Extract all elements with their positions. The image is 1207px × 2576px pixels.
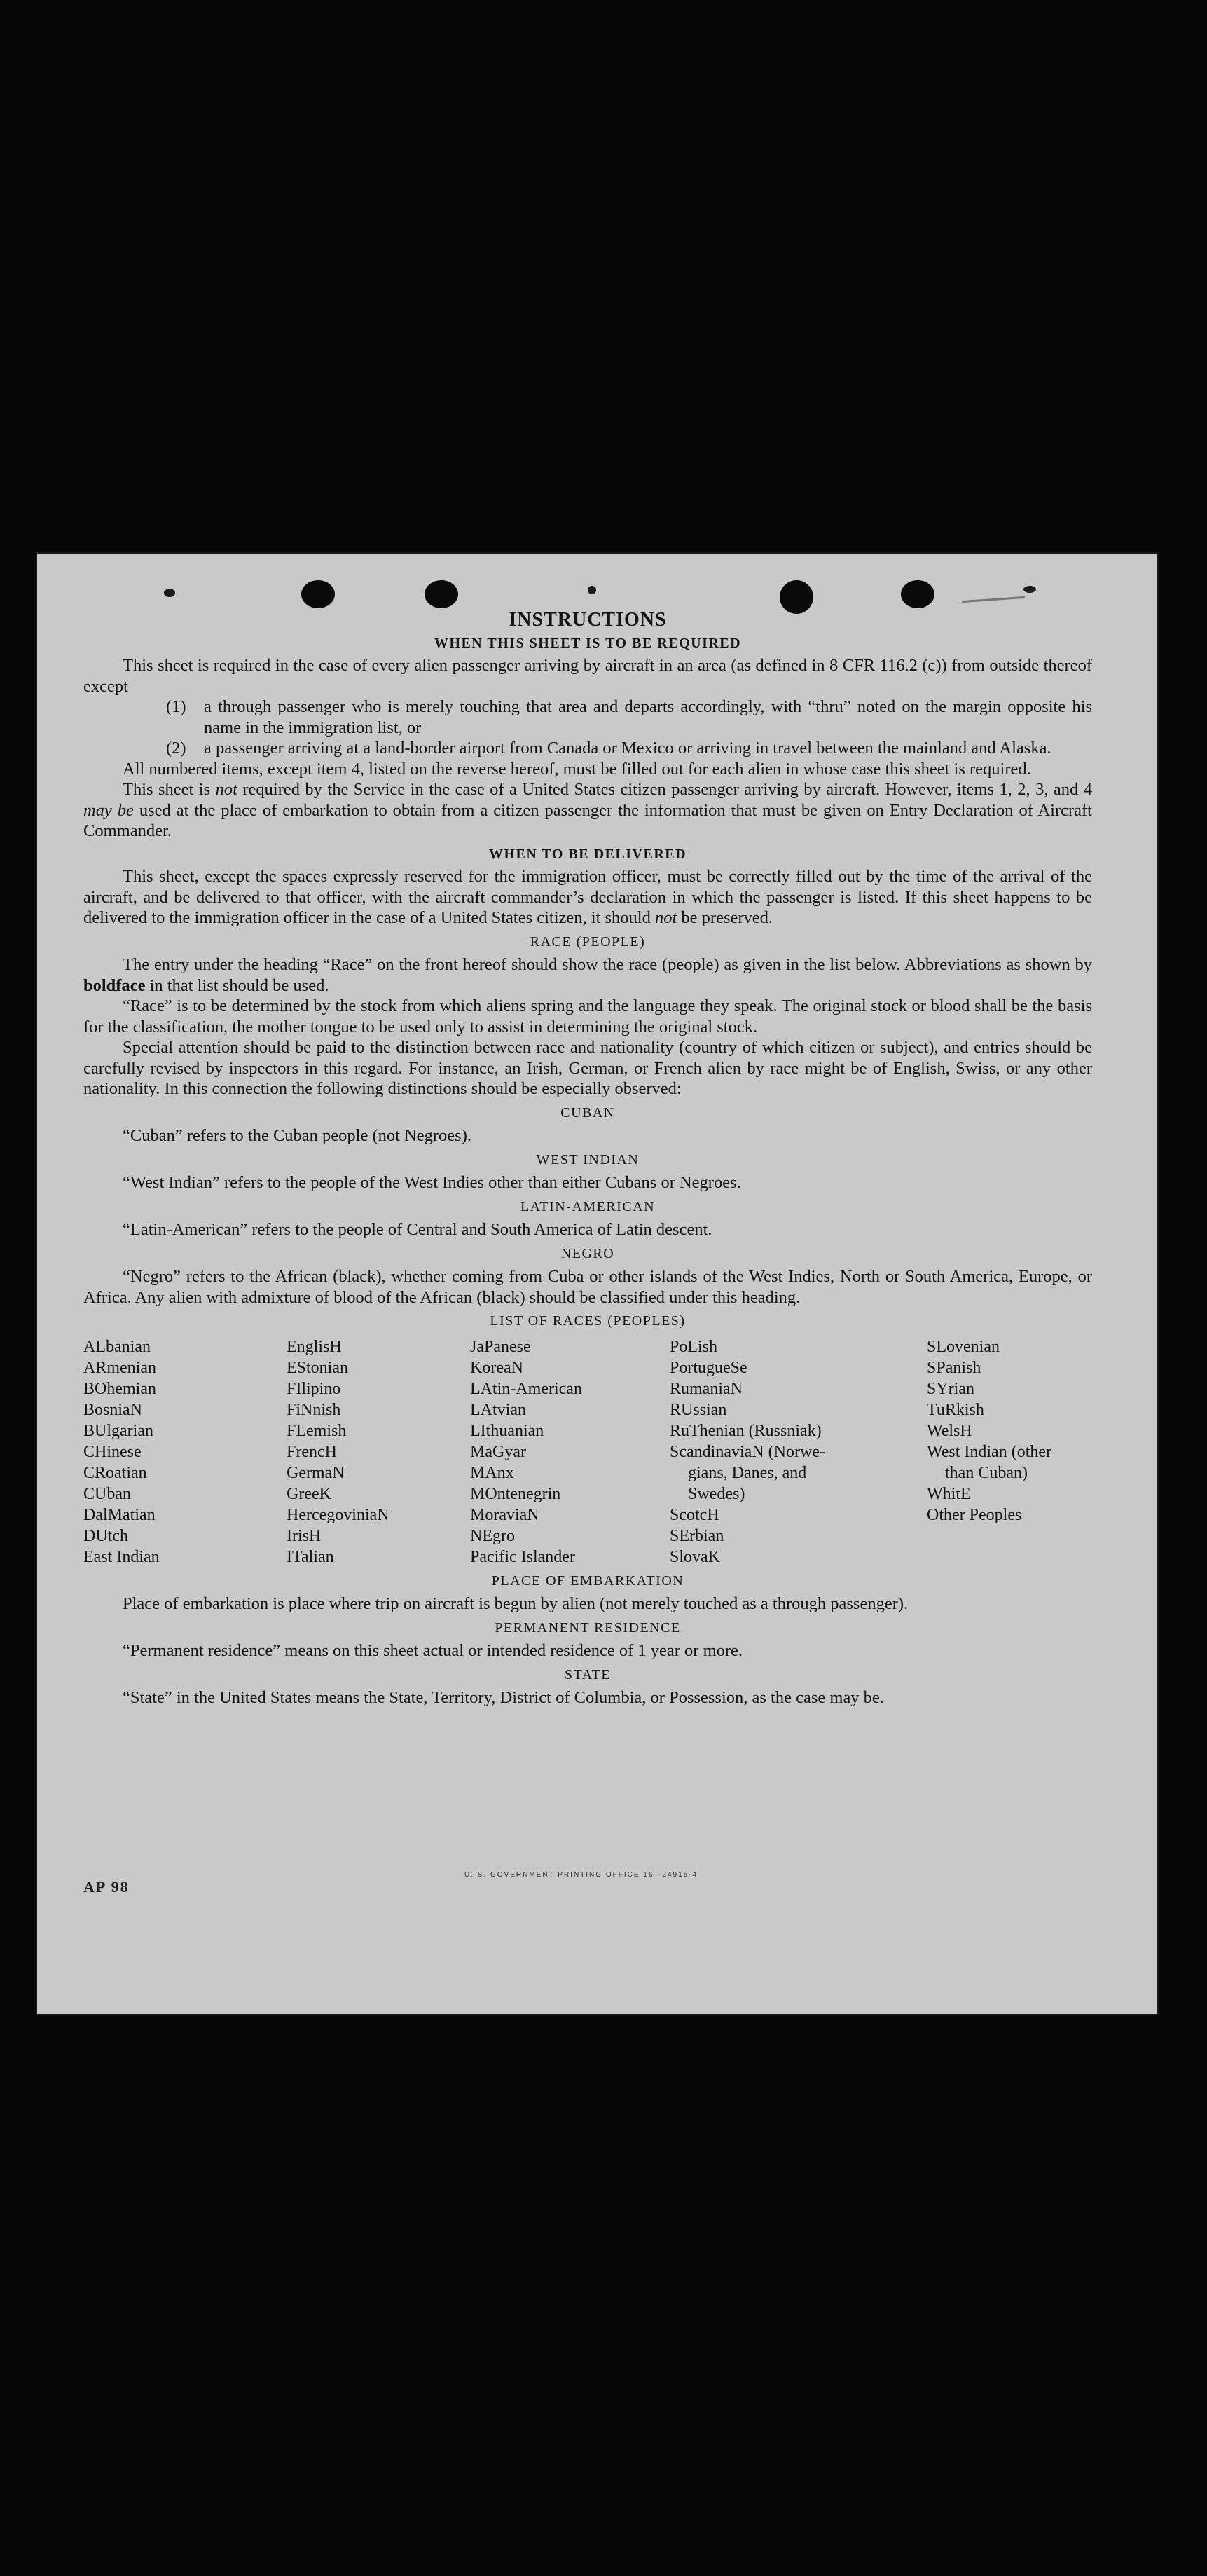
emphasis: not xyxy=(215,780,237,799)
item-number: (2) xyxy=(166,739,186,758)
heading-required: WHEN THIS SHEET IS TO BE REQUIRED xyxy=(434,635,742,651)
paragraph-not-required xyxy=(83,779,1092,842)
punch-hole xyxy=(901,580,934,608)
printing-office-line: U. S. GOVERNMENT PRINTING OFFICE 16—24915-4 xyxy=(464,1871,698,1879)
race-entry: Other Peoples xyxy=(927,1505,1022,1524)
race-entry: EStonian xyxy=(287,1358,348,1377)
race-entry: SLovenian xyxy=(927,1337,1000,1356)
heading-latin-american: LATIN-AMERICAN xyxy=(520,1198,656,1214)
race-entry: CRoatian xyxy=(83,1463,147,1482)
race-entry: DalMatian xyxy=(83,1505,156,1524)
text-run: in that list should be used. xyxy=(145,975,329,995)
race-entry: MAnx xyxy=(470,1463,514,1482)
race-entry: PortugueSe xyxy=(670,1358,747,1377)
punch-hole xyxy=(425,580,458,608)
race-entry: FIlipino xyxy=(287,1379,341,1398)
item-text: a passenger arriving at a land-border airport from Canada or Mexico or arriving in travel between the mainland and Alaska. xyxy=(204,739,1051,758)
race-entry: Pacific Islander xyxy=(470,1547,575,1566)
race-entry: Swedes) xyxy=(688,1484,745,1503)
race-entry: JaPanese xyxy=(470,1337,531,1356)
race-entry: BOhemian xyxy=(83,1379,156,1398)
race-entry: HercegoviniaN xyxy=(287,1505,389,1524)
race-entry: FiNnish xyxy=(287,1400,341,1419)
scan-mark xyxy=(962,596,1025,603)
heading-west-indian: WEST INDIAN xyxy=(536,1151,640,1167)
heading-cuban: CUBAN xyxy=(560,1104,615,1121)
item-text: a through passenger who is merely touching that area and departs accordingly, with “thru” noted on the margin opposite his name in the immigration list, or xyxy=(204,697,1092,737)
race-entry: SlovaK xyxy=(670,1547,720,1566)
text-run: This sheet, except the spaces expressly reserved for the immigration officer, must be correctly filled out by the time of the arrival of the aircraft, and be delivered to that officer, with the aircraft commander’s declaration in which the passenger is listed. If this sheet happens to be delivered to the immigration officer in the case of a United States citizen, it should xyxy=(83,867,1092,927)
heading-race: RACE (PEOPLE) xyxy=(530,933,646,950)
race-entry: SPanish xyxy=(927,1358,981,1377)
instructions-body xyxy=(83,610,1092,1708)
race-entry: IrisH xyxy=(287,1526,322,1545)
race-entry: TuRkish xyxy=(927,1400,984,1419)
race-entry: DUtch xyxy=(83,1526,128,1545)
paragraph-race-3: Special attention should be paid to the distinction between race and nationality (country of which citizen or subject), and entries should be carefully revised by inspectors in this regard. For instance, an Irish, German, or French alien by race might be of English, Swiss, or any other nationality. In this connection the following distinctions should be especially observed: xyxy=(83,1038,1092,1098)
paragraph-race-1 xyxy=(83,954,1092,996)
race-entry: RuThenian (Russniak) xyxy=(670,1421,822,1440)
paragraph-delivered xyxy=(83,866,1092,929)
race-entry: ALbanian xyxy=(83,1337,151,1356)
punch-hole xyxy=(301,580,335,608)
race-entry: WelsH xyxy=(927,1421,972,1440)
heading-permanent-residence: PERMANENT RESIDENCE xyxy=(495,1619,681,1636)
bold-word: boldface xyxy=(83,975,146,995)
race-entry: CHinese xyxy=(83,1442,142,1461)
race-entry: SErbian xyxy=(670,1526,724,1545)
text-run: used at the place of embarkation to obtain from a citizen passenger the information that must be given on Entry Declaration of Aircraft Commander. xyxy=(83,800,1092,840)
paragraph-embarkation: Place of embarkation is place where trip on aircraft is begun by alien (not merely touched as a through passenger). xyxy=(123,1594,909,1613)
race-entry: WhitE xyxy=(927,1484,971,1503)
heading-embarkation: PLACE OF EMBARKATION xyxy=(491,1573,684,1589)
paragraph-negro: “Negro” refers to the African (black), whether coming from Cuba or other islands of the West Indies, North or South America, Europe, or Africa. Any alien with admixture of blood of the African (black) should be classified under this heading. xyxy=(83,1267,1092,1307)
race-entry: KoreaN xyxy=(470,1358,523,1377)
race-entry: ScandinaviaN (Norwe- xyxy=(670,1442,825,1461)
race-entry: ITalian xyxy=(287,1547,334,1566)
page-title: INSTRUCTIONS xyxy=(509,609,667,631)
paragraph-race-2: “Race” is to be determined by the stock from which aliens spring and the language they speak. The original stock or blood shall be the basis for the classification, the mother tongue to be used only to assist in determining the original stock. xyxy=(83,996,1092,1036)
scan-speck xyxy=(588,586,596,594)
text-run: be preserved. xyxy=(677,908,773,927)
paragraph-west-indian: “West Indian” refers to the people of the West Indies other than either Cubans or Negroes. xyxy=(123,1173,741,1192)
race-entry: PoLish xyxy=(670,1337,718,1356)
race-entry: ScotcH xyxy=(670,1505,719,1524)
heading-state: STATE xyxy=(565,1666,611,1683)
race-column-5 xyxy=(927,1336,1092,1568)
exception-item-1 xyxy=(166,697,1092,738)
text-run: The entry under the heading “Race” on the front hereof should show the race (people) as given in the list below. Abbreviations as shown by xyxy=(123,955,1092,974)
race-entry: East Indian xyxy=(83,1547,160,1566)
race-entry: BosniaN xyxy=(83,1400,142,1419)
race-entry: SYrian xyxy=(927,1379,974,1398)
race-column-2 xyxy=(287,1336,470,1568)
race-entry: RumaniaN xyxy=(670,1379,743,1398)
emphasis: may be xyxy=(83,800,134,820)
paragraph-cuban: “Cuban” refers to the Cuban people (not Negroes). xyxy=(123,1126,471,1145)
race-entry: RUssian xyxy=(670,1400,727,1419)
form-number: AP 98 xyxy=(83,1878,130,1896)
paragraph-numbered-items: All numbered items, except item 4, listed on the reverse hereof, must be filled out for each alien in whose case this sheet is required. xyxy=(123,759,1031,779)
race-entry: MaGyar xyxy=(470,1442,526,1461)
race-entry: LIthuanian xyxy=(470,1421,544,1440)
paragraph-permanent-residence: “Permanent residence” means on this sheet actual or intended residence of 1 year or more. xyxy=(123,1641,743,1660)
text-run: This sheet is xyxy=(123,780,216,799)
race-entry: gians, Danes, and xyxy=(688,1463,807,1482)
race-entry: ARmenian xyxy=(83,1358,156,1377)
race-entry: FrencH xyxy=(287,1442,337,1461)
race-entry: MoraviaN xyxy=(470,1505,539,1524)
race-entry: West Indian (other xyxy=(927,1442,1052,1461)
race-column-1 xyxy=(83,1336,287,1568)
race-entry: EnglisH xyxy=(287,1337,342,1356)
race-list xyxy=(83,1336,1092,1568)
race-entry: GermaN xyxy=(287,1463,345,1482)
race-entry: BUlgarian xyxy=(83,1421,153,1440)
scan-speck xyxy=(164,589,175,597)
race-entry: CUban xyxy=(83,1484,131,1503)
emphasis: not xyxy=(654,908,677,927)
scan-speck xyxy=(1023,586,1036,593)
item-number: (1) xyxy=(166,697,186,716)
race-entry: FLemish xyxy=(287,1421,347,1440)
text-run: required by the Service in the case of a United States citizen passenger arriving by aircraft. However, items 1, 2, 3, and 4 xyxy=(237,780,1092,799)
paragraph-state: “State” in the United States means the State, Territory, District of Columbia, or Possession, as the case may be. xyxy=(123,1688,884,1707)
heading-negro: NEGRO xyxy=(560,1245,615,1261)
race-entry: LAtin-American xyxy=(470,1379,582,1398)
race-entry: GreeK xyxy=(287,1484,331,1503)
race-column-4 xyxy=(670,1336,927,1568)
race-entry: MOntenegrin xyxy=(470,1484,561,1503)
punch-hole xyxy=(780,580,813,614)
race-column-3 xyxy=(470,1336,670,1568)
paragraph-latin-american: “Latin-American” refers to the people of Central and South America of Latin descent. xyxy=(123,1220,712,1239)
document-sheet xyxy=(37,554,1157,2014)
paragraph-required: This sheet is required in the case of every alien passenger arriving by aircraft in an area (as defined in 8 CFR 116.2 (c)) from outside thereof except xyxy=(83,656,1092,696)
race-entry: LAtvian xyxy=(470,1400,526,1419)
heading-race-list: LIST OF RACES (PEOPLES) xyxy=(490,1313,686,1329)
exception-item-2 xyxy=(166,738,1092,759)
heading-delivered: WHEN TO BE DELIVERED xyxy=(488,846,687,862)
race-entry: NEgro xyxy=(470,1526,515,1545)
race-entry: than Cuban) xyxy=(945,1463,1028,1482)
